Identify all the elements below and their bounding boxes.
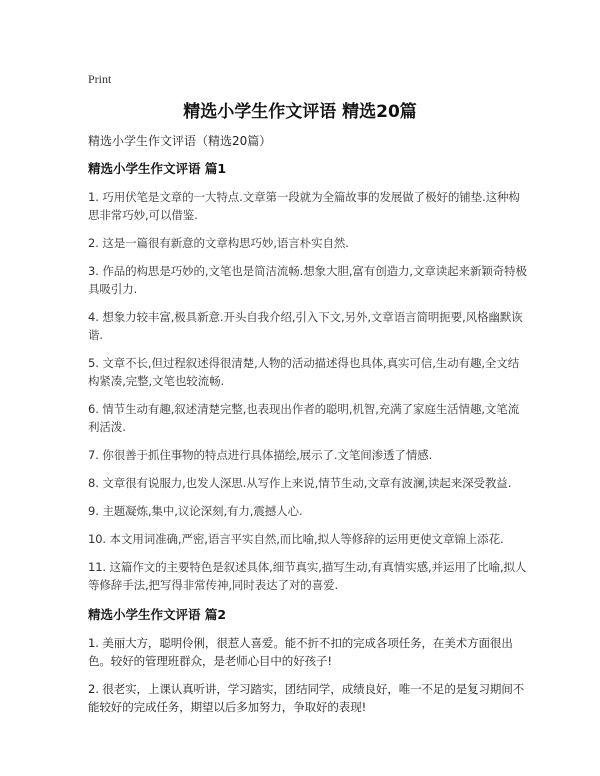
- print-link[interactable]: Print: [88, 72, 112, 86]
- section-heading: 精选小学生作文评语 篇2: [88, 607, 227, 622]
- section-heading: 精选小学生作文评语 篇1: [88, 161, 227, 176]
- comment-paragraph: 4. 想象力较丰富,极具新意.开头自我介绍,引入下文,另外,文章语言简明扼要,风格幽默诙谐.: [88, 310, 523, 342]
- comment-paragraph: 10. 本文用词准确,严密,语言平实自然,而比喻,拟人等修辞的运用更使文章锦上添花.: [88, 532, 504, 546]
- document-body: [88, 132, 528, 726]
- comment-paragraph: 7. 你很善于抓住事物的特点进行具体描绘,展示了.文笔间渗透了情感.: [88, 448, 433, 462]
- comment-paragraph: 11. 这篇作文的主要特色是叙述具体,细节真实,描写生动,有真情实感,并运用了比喻,拟人等修辞手法,把写得非常传神,同时表达了对的喜爱.: [88, 560, 527, 592]
- section-1: [88, 160, 528, 594]
- document-subtitle: 精选小学生作文评语（精选20篇）: [88, 134, 272, 148]
- comment-paragraph: 1. 美丽大方，聪明伶俐，很惹人喜爱。能不折不扣的完成各项任务，在美术方面很出色。较好的管理班群众，是老师心目中的好孩子!: [88, 636, 513, 668]
- section-2: [88, 606, 528, 716]
- comment-paragraph: 2. 很老实，上课认真听讲，学习踏实，团结同学，成绩良好，唯一不足的是复习期间不能较好的完成任务，期望以后多加努力，争取好的表现!: [88, 682, 525, 714]
- document-title: 精选小学生作文评语 精选20篇: [183, 102, 417, 122]
- comment-paragraph: 2. 这是一篇很有新意的文章构思巧妙,语言朴实自然.: [88, 236, 349, 250]
- comment-paragraph: 6. 情节生动有趣,叙述清楚完整,也表现出作者的聪明,机智,充满了家庭生活情趣,文笔流利活泼.: [88, 402, 520, 434]
- comment-paragraph: 5. 文章不长,但过程叙述得很清楚,人物的活动描述得也具体,真实可信,生动有趣,全文结构紧凑,完整,文笔也较流畅.: [88, 356, 520, 388]
- comment-paragraph: 3. 作品的构思是巧妙的,文笔也是简洁流畅.想象大胆,富有创造力,文章读起来新颖奇特极具吸引力.: [88, 264, 527, 296]
- comment-paragraph: 1. 巧用伏笔是文章的一大特点.文章第一段就为全篇故事的发展做了极好的铺垫.这种构思非常巧妙,可以借鉴.: [88, 190, 520, 222]
- comment-paragraph: 9. 主题凝炼,集中,议论深刻,有力,震撼人心.: [88, 504, 303, 518]
- comment-paragraph: 8. 文章很有说服力,也发人深思.从写作上来说,情节生动,文章有波澜,读起来深受教益.: [88, 476, 512, 490]
